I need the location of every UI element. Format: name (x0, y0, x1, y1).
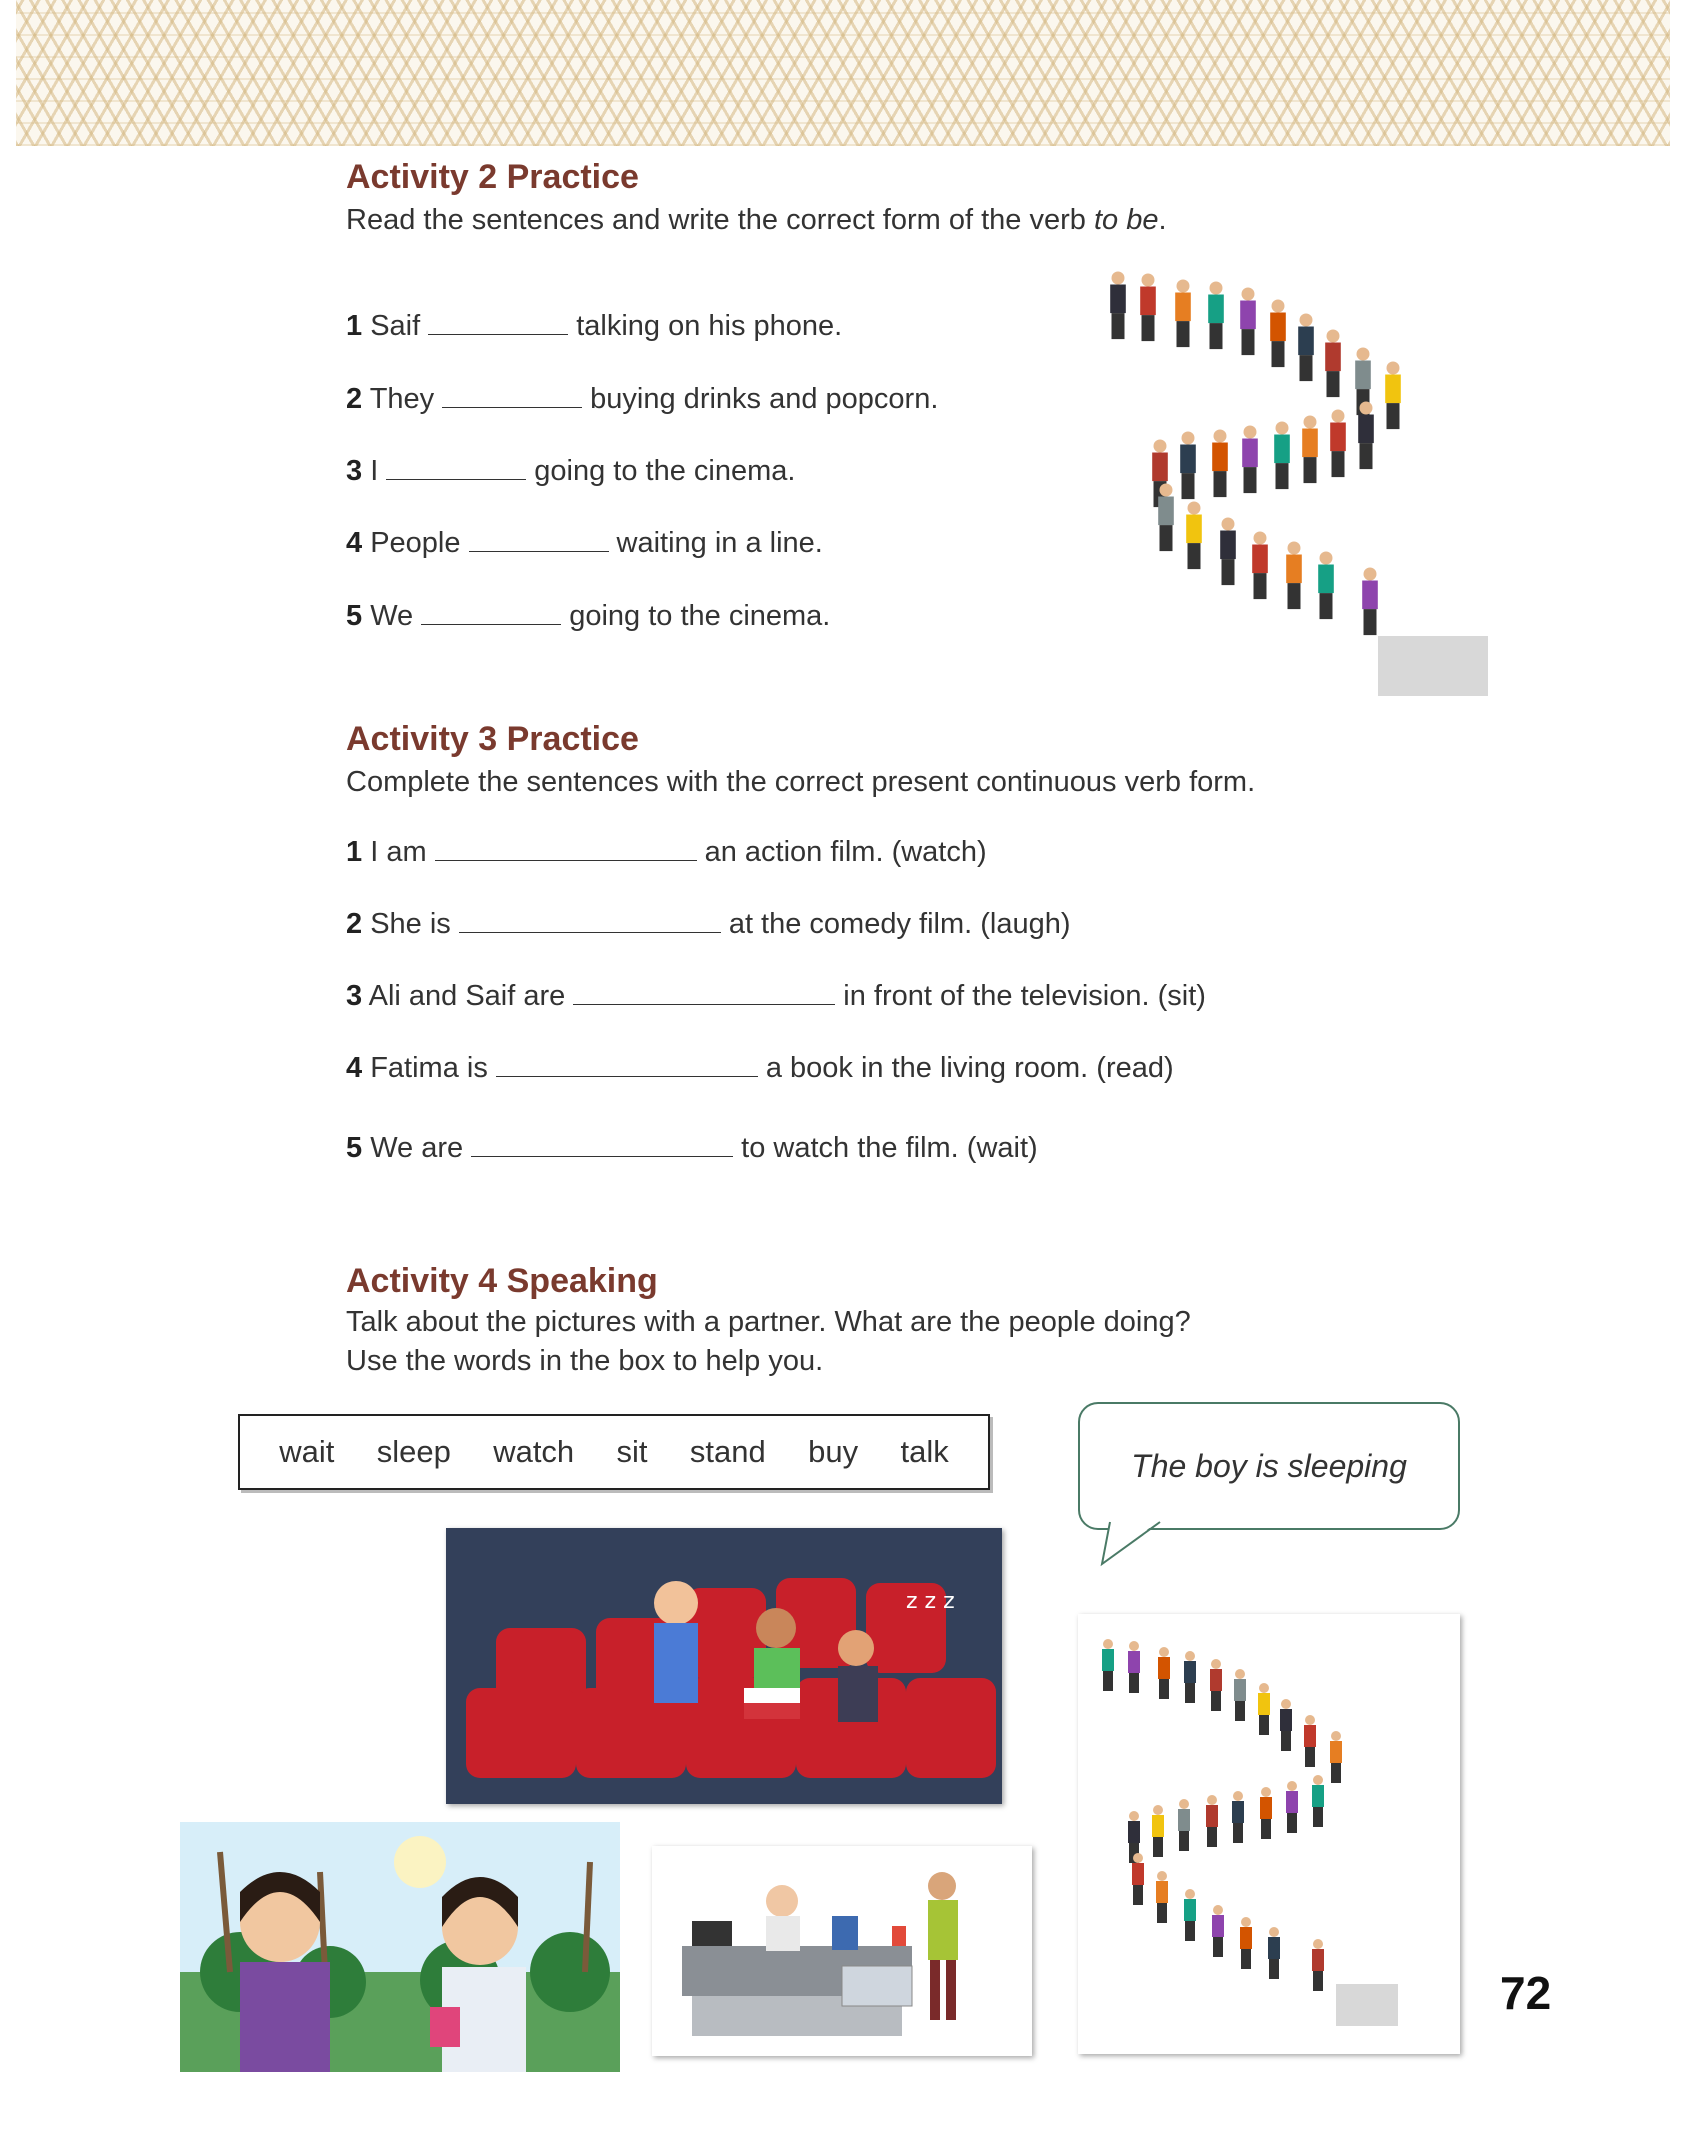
activity3-instruction: Complete the sentences with the correct present continuous verb form. (346, 766, 1256, 798)
queue-person (1158, 1647, 1170, 1699)
answer-blank[interactable] (442, 385, 582, 408)
queue-person (1206, 1795, 1218, 1847)
word-sleep: sleep (376, 1434, 451, 1469)
activity3-item: 2 She is at the comedy film. (laugh) (346, 908, 1071, 940)
queue-person (1304, 1715, 1316, 1767)
queue-person (1268, 1927, 1280, 1979)
ticket-booth (1378, 636, 1488, 696)
queue-person (1212, 430, 1228, 498)
queue-person (1280, 1699, 1292, 1751)
answer-blank[interactable] (469, 529, 609, 552)
queue-person (1220, 518, 1236, 586)
queue-person (1298, 314, 1314, 382)
queue-person (1102, 1639, 1114, 1691)
queue-person (1270, 300, 1286, 368)
queue-person (1240, 288, 1256, 356)
answer-blank[interactable] (435, 838, 697, 861)
answer-blank[interactable] (459, 910, 721, 933)
girls-talking-scene (180, 1822, 620, 2072)
queue-person (1330, 410, 1346, 478)
page-number: 72 (1500, 1967, 1552, 2019)
activity3-item: 1 I am an action film. (watch) (346, 836, 987, 868)
queue-person (1232, 1791, 1244, 1843)
queue-person (1178, 1799, 1190, 1851)
word-wait: wait (279, 1434, 335, 1469)
activity2-heading: Activity 2 Practice (346, 158, 639, 196)
queue-figures (1098, 258, 1568, 718)
answer-blank[interactable] (386, 457, 526, 480)
answer-blank[interactable] (573, 982, 835, 1005)
answer-blank[interactable] (496, 1054, 758, 1077)
shop-scene (652, 1846, 1032, 2056)
girls-talking-picture (180, 1822, 620, 2072)
queue-person (1260, 1787, 1272, 1839)
activity3-item: 5 We are to watch the film. (wait) (346, 1132, 1038, 1164)
queue-person (1210, 1659, 1222, 1711)
speech-bubble-tail (1100, 1520, 1180, 1570)
activity2-item: 1 Saif talking on his phone. (346, 310, 843, 342)
activity2-item: 4 People waiting in a line. (346, 527, 823, 559)
queue-person (1258, 1683, 1270, 1735)
activity2-item: 2 They buying drinks and popcorn. (346, 383, 939, 415)
queue-person (1302, 416, 1318, 484)
queue-person (1240, 1917, 1252, 1969)
queue-person (1274, 422, 1290, 490)
queue-person (1175, 280, 1191, 348)
queue-person (1242, 426, 1258, 494)
queue-person (1128, 1641, 1140, 1693)
queue-illustration (1098, 258, 1568, 718)
activity4-instruction-line1: Talk about the pictures with a partner. What are the people doing? (346, 1306, 1191, 1338)
svg-text:z z z: z z z (906, 1589, 955, 1614)
queue-person (1180, 432, 1196, 500)
speech-bubble (1078, 1402, 1460, 1530)
queue-person (1110, 272, 1126, 340)
queue-person (1234, 1669, 1246, 1721)
activity3-item: 3 Ali and Saif are in front of the television. (sit) (346, 980, 1206, 1012)
activity3-heading: Activity 3 Practice (346, 720, 639, 758)
queue-person (1312, 1939, 1324, 1991)
queue-person (1312, 1775, 1324, 1827)
answer-blank[interactable] (421, 602, 561, 625)
shop-picture (652, 1846, 1032, 2056)
queue-person (1208, 282, 1224, 350)
answer-blank[interactable] (471, 1134, 733, 1157)
queue-person (1252, 532, 1268, 600)
queue-person (1212, 1905, 1224, 1957)
cinema-picture (446, 1528, 1002, 1804)
activity2-item: 5 We going to the cinema. (346, 600, 831, 632)
queue-person (1186, 502, 1202, 570)
answer-blank[interactable] (428, 312, 568, 335)
queue-picture (1078, 1614, 1460, 2054)
word-sit: sit (616, 1434, 648, 1469)
queue-person (1184, 1889, 1196, 1941)
queue-person (1184, 1651, 1196, 1703)
queue-person (1152, 1805, 1164, 1857)
queue-person (1140, 274, 1156, 342)
queue-person (1362, 568, 1378, 636)
activity4-heading: Activity 4 Speaking (346, 1262, 658, 1300)
cinema-scene (446, 1528, 1002, 1804)
activity2-item: 3 I going to the cinema. (346, 455, 796, 487)
word-buy: buy (808, 1434, 859, 1469)
activity4-instruction-line2: Use the words in the box to help you. (346, 1345, 824, 1377)
queue-person (1286, 542, 1302, 610)
activity2-instruction: Read the sentences and write the correct form of the verb to be. (346, 204, 1167, 236)
word-box (238, 1414, 990, 1490)
queue-person (1330, 1731, 1342, 1783)
queue-figures-small (1078, 1614, 1460, 2054)
speech-bubble-text: The boy is sleeping (1131, 1447, 1407, 1484)
queue-person (1325, 330, 1341, 398)
queue-person (1318, 552, 1334, 620)
activity3-item: 4 Fatima is a book in the living room. (read) (346, 1052, 1174, 1084)
word-stand: stand (689, 1434, 766, 1469)
queue-person (1385, 362, 1401, 430)
queue-person (1286, 1781, 1298, 1833)
word-watch: watch (493, 1434, 575, 1469)
queue-person (1156, 1871, 1168, 1923)
word-talk: talk (900, 1434, 949, 1469)
decorative-banner (16, 0, 1670, 146)
